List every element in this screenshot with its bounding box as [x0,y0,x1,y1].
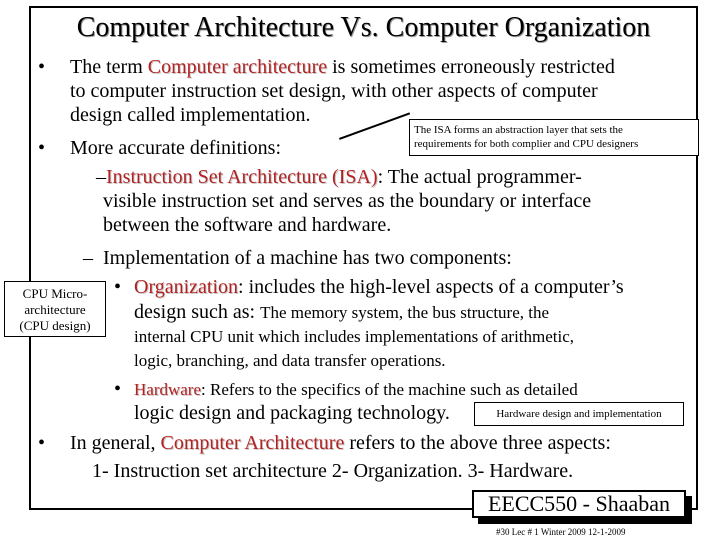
bullet-3-emphasis: Computer Architecture [160,432,345,454]
org-line-2 [134,301,549,324]
cpu-note-line-2: architecture [24,302,86,317]
isa-note-line-1: The ISA forms an abstraction layer that sets the [414,124,623,136]
org-line-2-b: The memory system, the bus structure, the [260,303,550,322]
isa-dash: – [96,166,106,188]
course-badge: EECC550 - Shaaban [472,490,686,518]
cpu-note-line-3: (CPU design) [19,318,91,333]
bullet-1-post: is sometimes erroneously restricted [327,56,615,78]
hw-line-2: logic design and packaging technology. [134,402,450,424]
org-marker: • [114,276,122,298]
isa-line-1 [106,166,582,189]
slide-footer: #30 Lec # 1 Winter 2009 12-1-2009 [496,527,626,537]
hw-emphasis: Hardware [134,380,202,399]
hw-marker: • [114,378,122,400]
isa-emphasis: Instruction Set Architecture (ISA) [106,166,378,188]
bullet-1-line-1 [70,56,615,79]
org-line-1 [134,276,624,299]
slide-title: Computer Architecture Vs. Computer Organization [76,12,651,43]
bullet-3-marker: • [38,432,46,454]
isa-note-box [409,119,699,156]
bullet-2-text: More accurate definitions: [70,137,282,159]
org-line-3: internal CPU unit which includes implementations of arithmetic, [134,327,575,346]
cpu-note-line-1: CPU Micro- [22,286,88,301]
bullet-2-marker: • [38,137,46,159]
isa-note-line-2: requirements for both complier and CPU designers [414,138,639,150]
impl-dash: – [83,247,93,269]
bullet-1-pre: The term [70,56,148,78]
cpu-note-box [4,281,106,337]
bullet-3-post: refers to the above three aspects: [344,432,611,454]
bullet-3-line-1 [70,432,611,455]
org-post: : includes the high-level aspects of a computer’s [238,276,624,298]
hw-line-1 [134,378,578,401]
bullet-1-emphasis: Computer architecture [147,56,328,78]
org-line-2-a: design such as: [134,301,261,323]
bullet-1-line-3: design called implementation. [70,104,311,126]
hw-note-box: Hardware design and implementation [474,402,684,426]
org-emphasis: Organization [134,276,239,298]
bullet-3-line-2: 1- Instruction set architecture 2- Organization. 3- Hardware. [92,460,574,482]
isa-post: : The actual programmer- [377,166,582,188]
bullet-1-marker: • [38,56,46,78]
isa-line-3: between the software and hardware. [103,214,392,236]
isa-line-2: visible instruction set and serves as the boundary or interface [103,190,592,212]
bullet-3-pre: In general, [70,432,161,454]
hw-post: : Refers to the specifics of the machine such as detailed [201,380,578,399]
bullet-1-line-2: to computer instruction set design, with other aspects of computer [70,80,598,102]
org-line-4: logic, branching, and data transfer operations. [134,351,446,370]
impl-text: Implementation of a machine has two components: [103,247,512,269]
